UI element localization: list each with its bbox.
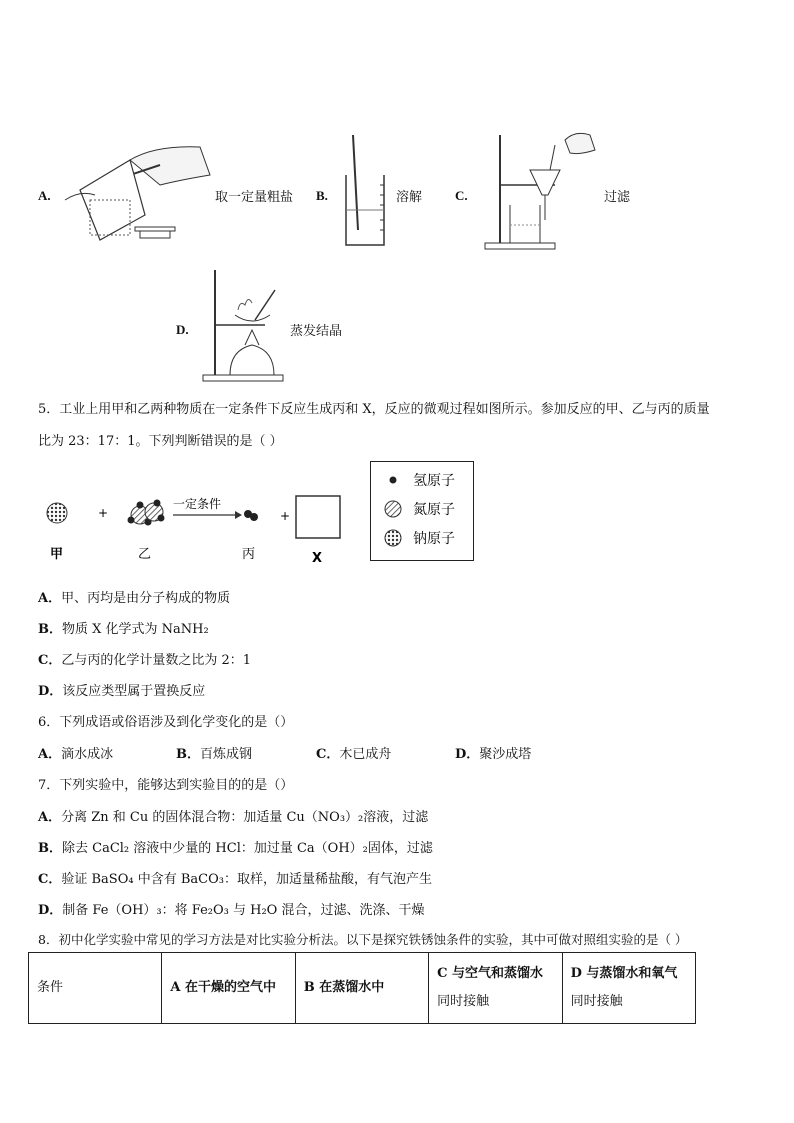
q6-option-d: D．聚沙成塔	[455, 747, 532, 762]
q7-option-c: C．验证 BaSO₄ 中含有 BaCO₃：取样，加适量稀盐酸，有气泡产生	[38, 872, 432, 887]
legend-sodium-label: 钠原子	[413, 531, 455, 547]
table-cell-condition: 条件	[29, 953, 162, 1024]
label-bing: 丙	[242, 547, 256, 562]
q4-option-b-label: 溶解	[396, 190, 423, 205]
q5-stem-line2: 比为 23：17：1。下列判断错误的是（ ）	[38, 434, 283, 449]
legend-nitrogen-symbol	[385, 501, 401, 517]
q4-option-d-label: 蒸发结晶	[290, 324, 343, 339]
atom-legend-symbols	[371, 462, 473, 560]
q5-option-a: A．甲、丙均是由分子构成的物质	[38, 591, 231, 606]
table-cell-b: B 在蒸馏水中	[295, 953, 428, 1024]
reaction-condition: 一定条件	[173, 497, 222, 511]
q5-option-b: B．物质 X 化学式为 NaNH₂	[38, 622, 209, 637]
table-cell-a: A 在干燥的空气中	[162, 953, 295, 1024]
legend-sodium-symbol	[385, 530, 401, 546]
legend-hydrogen-label: 氢原子	[413, 473, 455, 489]
table-cell-d: D 与蒸馏水和氧气 同时接触	[562, 953, 695, 1024]
atom-legend	[370, 461, 474, 561]
label-x: X	[312, 551, 323, 566]
q4-option-c-letter: C.	[455, 188, 468, 203]
q4-option-a-label: 取一定量粗盐	[215, 190, 294, 205]
plus-sign-1: +	[98, 506, 109, 520]
table-cell-c: C 与空气和蒸馏水 同时接触	[429, 953, 562, 1024]
dissolve-beaker-illustration	[340, 130, 390, 250]
rust-conditions-table	[28, 952, 696, 1024]
label-jia: 甲	[50, 547, 64, 562]
evaporation-apparatus-illustration	[200, 265, 290, 385]
q5-stem-line1: 5．工业上用甲和乙两种物质在一定条件下反应生成丙和 X，反应的微观过程如图所示。参加反应的甲、乙与丙的质量	[38, 402, 710, 417]
q4-option-a-letter: A.	[38, 188, 51, 203]
q6-option-c: C．木已成舟	[316, 747, 392, 762]
q7-option-a: A．分离 Zn 和 Cu 的固体混合物：加适量 Cu（NO₃）₂溶液，过滤	[38, 810, 429, 825]
q7-stem: 7．下列实验中，能够达到实验目的的是（）	[38, 778, 294, 793]
x-empty-box	[296, 496, 340, 538]
plus-sign-2: +	[280, 509, 291, 523]
q4-option-d-letter: D.	[176, 322, 189, 337]
q6-option-b: B．百炼成钢	[176, 747, 253, 762]
q7-option-d: D．制备 Fe（OH）₃：将 Fe₂O₃ 与 H₂O 混合，过滤、洗涤、干燥	[38, 903, 425, 918]
q6-option-a: A．滴水成冰	[38, 747, 114, 762]
table-row	[29, 953, 696, 1024]
filter-apparatus-illustration	[480, 125, 600, 255]
yi-ammonia-molecule	[128, 500, 165, 526]
scoop-salt-illustration	[60, 135, 220, 250]
q5-option-d: D．该反应类型属于置换反应	[38, 684, 206, 699]
label-yi: 乙	[138, 547, 152, 562]
q4-option-c-label: 过滤	[604, 190, 631, 205]
jia-sodium-atom	[47, 503, 67, 523]
legend-hydrogen-symbol	[390, 477, 397, 484]
q5-option-c: C．乙与丙的化学计量数之比为 2：1	[38, 653, 252, 668]
q6-stem: 6．下列成语或俗语涉及到化学变化的是（）	[38, 715, 294, 730]
bing-hydrogen-molecule	[244, 510, 258, 521]
reaction-diagram	[30, 470, 370, 570]
q4-option-b-letter: B.	[316, 188, 328, 203]
q7-option-b: B．除去 CaCl₂ 溶液中少量的 HCl：加过量 Ca（OH）₂固体，过滤	[38, 841, 433, 856]
q8-stem: 8．初中化学实验中常见的学习方法是对比实验分析法。以下是探究铁锈蚀条件的实验，其中可做对照组实验的是（ ）	[38, 932, 688, 947]
legend-nitrogen-label: 氮原子	[413, 502, 455, 518]
